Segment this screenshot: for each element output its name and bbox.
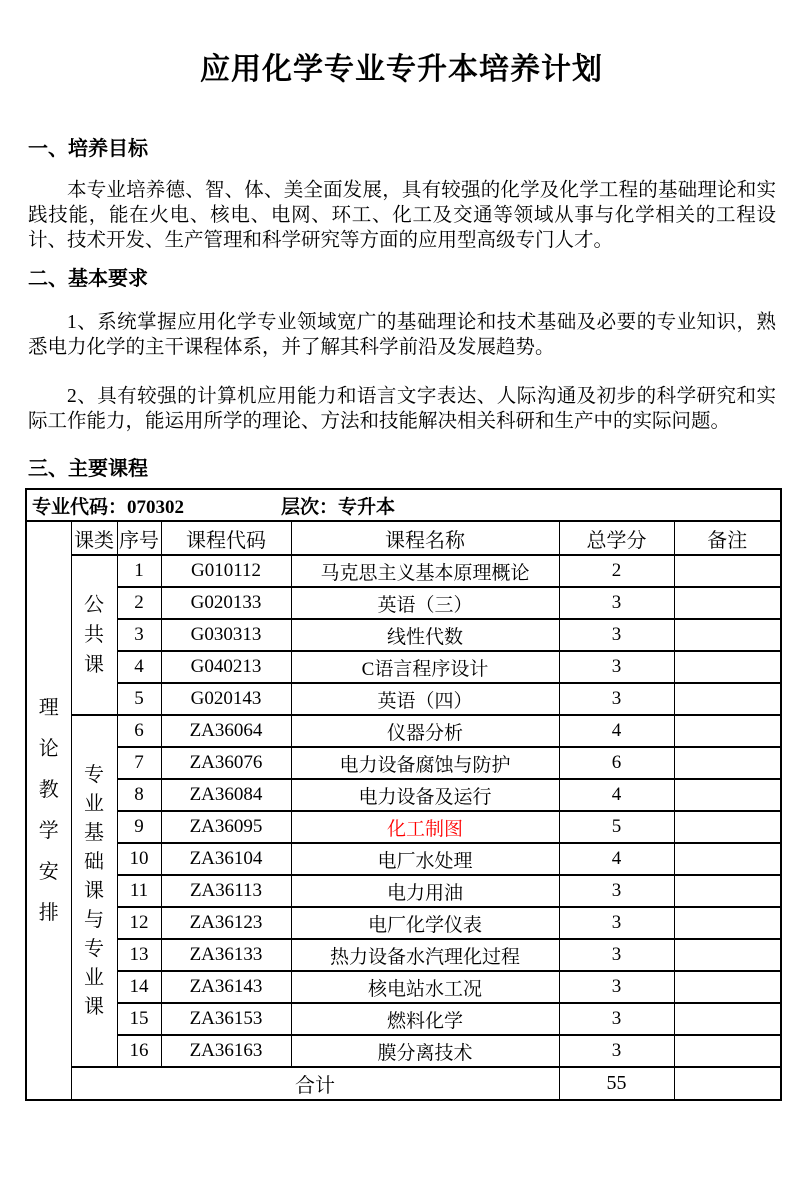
- course-remark: [674, 555, 781, 587]
- table-row: [26, 1035, 781, 1067]
- course-code: G020133: [161, 587, 291, 619]
- course-credits: 3: [559, 1003, 674, 1035]
- course-credits: 2: [559, 555, 674, 587]
- course-credits: 3: [559, 651, 674, 683]
- course-credits: 5: [559, 811, 674, 843]
- course-code: ZA36123: [161, 907, 291, 939]
- course-remark: [674, 715, 781, 747]
- header-course-group: 课类: [71, 521, 117, 555]
- course-remark: [674, 907, 781, 939]
- course-name: 热力设备水汽理化过程: [291, 939, 559, 971]
- table-meta-cell: [26, 489, 781, 521]
- section-heading-courses: 三、主要课程: [28, 458, 148, 480]
- course-table: [25, 488, 782, 1101]
- course-seq: 7: [117, 747, 161, 779]
- course-credits: 4: [559, 779, 674, 811]
- course-remark: [674, 619, 781, 651]
- course-remark: [674, 843, 781, 875]
- header-total-credits: 总学分: [559, 521, 674, 555]
- row-group-label: 理论教学安排: [38, 696, 59, 924]
- course-remark: [674, 939, 781, 971]
- course-code: G020143: [161, 683, 291, 715]
- course-name: 电力设备腐蚀与防护: [291, 747, 559, 779]
- course-code: ZA36084: [161, 779, 291, 811]
- table-row: [26, 811, 781, 843]
- course-remark: [674, 779, 781, 811]
- table-row: [26, 971, 781, 1003]
- course-credits: 3: [559, 875, 674, 907]
- major-code: 专业代码：070302: [32, 496, 185, 518]
- table-row: [26, 843, 781, 875]
- section-heading-goal: 一、培养目标: [28, 138, 148, 160]
- course-code: G040213: [161, 651, 291, 683]
- header-remarks: 备注: [674, 521, 781, 555]
- course-seq: 16: [117, 1035, 161, 1067]
- course-name: 英语（三）: [291, 587, 559, 619]
- course-name: 电厂水处理: [291, 843, 559, 875]
- page-title: 应用化学专业专升本培养计划: [200, 53, 603, 86]
- course-seq: 2: [117, 587, 161, 619]
- course-remark: [674, 651, 781, 683]
- course-code: G030313: [161, 619, 291, 651]
- course-seq: 4: [117, 651, 161, 683]
- course-seq: 6: [117, 715, 161, 747]
- course-code: ZA36163: [161, 1035, 291, 1067]
- course-credits: 3: [559, 683, 674, 715]
- course-code: ZA36153: [161, 1003, 291, 1035]
- course-seq: 10: [117, 843, 161, 875]
- course-code: G010112: [161, 555, 291, 587]
- table-row: [26, 715, 781, 747]
- course-credits: 3: [559, 619, 674, 651]
- course-code: ZA36064: [161, 715, 291, 747]
- course-remark: [674, 875, 781, 907]
- total-label: 合计: [71, 1067, 559, 1100]
- header-course-code: 课程代码: [161, 521, 291, 555]
- course-credits: 6: [559, 747, 674, 779]
- table-meta-row: [26, 489, 781, 521]
- course-remark: [674, 747, 781, 779]
- table-row: [26, 747, 781, 779]
- course-code: ZA36143: [161, 971, 291, 1003]
- table-row: [26, 939, 781, 971]
- course-credits: 4: [559, 715, 674, 747]
- course-name: 电厂化学仪表: [291, 907, 559, 939]
- course-name: 马克思主义基本原理概论: [291, 555, 559, 587]
- course-code: ZA36113: [161, 875, 291, 907]
- table-row: [26, 555, 781, 587]
- course-seq: 12: [117, 907, 161, 939]
- course-name: 燃料化学: [291, 1003, 559, 1035]
- course-seq: 9: [117, 811, 161, 843]
- course-seq: 14: [117, 971, 161, 1003]
- course-seq: 15: [117, 1003, 161, 1035]
- course-remark: [674, 587, 781, 619]
- course-name: 电力用油: [291, 875, 559, 907]
- group-label-major: 专业基础课与专业课: [84, 763, 104, 1018]
- table-row: [26, 1003, 781, 1035]
- header-course-name: 课程名称: [291, 521, 559, 555]
- course-seq: 5: [117, 683, 161, 715]
- requirement-paragraph-2: 2、具有较强的计算机应用能力和语言文字表达、人际沟通及初步的科学研究和实际工作能力，能运用所学的理论、方法和技能解决相关科研和生产中的实际问题。: [28, 386, 776, 432]
- course-remark: [674, 1035, 781, 1067]
- total-credits: 55: [559, 1067, 674, 1100]
- course-name: C语言程序设计: [291, 651, 559, 683]
- course-code: ZA36076: [161, 747, 291, 779]
- course-seq: 11: [117, 875, 161, 907]
- course-name: 英语（四）: [291, 683, 559, 715]
- table-row: [26, 779, 781, 811]
- course-seq: 3: [117, 619, 161, 651]
- table-row: [26, 875, 781, 907]
- course-credits: 3: [559, 971, 674, 1003]
- row-group-cell: [26, 521, 71, 1100]
- course-code: ZA36095: [161, 811, 291, 843]
- level: 层次：专升本: [281, 496, 396, 518]
- section-heading-requirements: 二、基本要求: [28, 268, 148, 290]
- course-seq: 1: [117, 555, 161, 587]
- course-name: 线性代数: [291, 619, 559, 651]
- requirement-paragraph-1: 1、系统掌握应用化学专业领域宽广的基础理论和技术基础及必要的专业知识，熟悉电力化学的主干课程体系，并了解其科学前沿及发展趋势。: [28, 312, 776, 358]
- table-row: [26, 587, 781, 619]
- course-seq: 8: [117, 779, 161, 811]
- table-row: [26, 907, 781, 939]
- course-code: ZA36104: [161, 843, 291, 875]
- course-name: 电力设备及运行: [291, 779, 559, 811]
- course-credits: 4: [559, 843, 674, 875]
- course-name-highlighted: 化工制图: [291, 811, 559, 843]
- table-row: [26, 619, 781, 651]
- course-credits: 3: [559, 939, 674, 971]
- course-remark: [674, 811, 781, 843]
- table-row: [26, 683, 781, 715]
- course-remark: [674, 971, 781, 1003]
- course-code: ZA36133: [161, 939, 291, 971]
- course-remark: [674, 1003, 781, 1035]
- course-seq: 13: [117, 939, 161, 971]
- table-total-row: [26, 1067, 781, 1100]
- course-name: 仪器分析: [291, 715, 559, 747]
- course-credits: 3: [559, 907, 674, 939]
- table-header-row: [26, 521, 781, 555]
- course-credits: 3: [559, 587, 674, 619]
- course-name: 核电站水工况: [291, 971, 559, 1003]
- total-remark: [674, 1067, 781, 1100]
- header-seq: 序号: [117, 521, 161, 555]
- course-credits: 3: [559, 1035, 674, 1067]
- course-name: 膜分离技术: [291, 1035, 559, 1067]
- course-remark: [674, 683, 781, 715]
- goal-paragraph: 本专业培养德、智、体、美全面发展，具有较强的化学及化学工程的基础理论和实践技能，能在火电、核电、电网、环工、化工及交通等领域从事与化学相关的工程设计、技术开发、生产管理和科学研究等方面的应用型高级专门人才。: [28, 180, 776, 251]
- table-row: [26, 651, 781, 683]
- group-cell-major: [71, 715, 117, 1067]
- group-cell-public: [71, 555, 117, 715]
- group-label-public: 公共课: [84, 594, 104, 676]
